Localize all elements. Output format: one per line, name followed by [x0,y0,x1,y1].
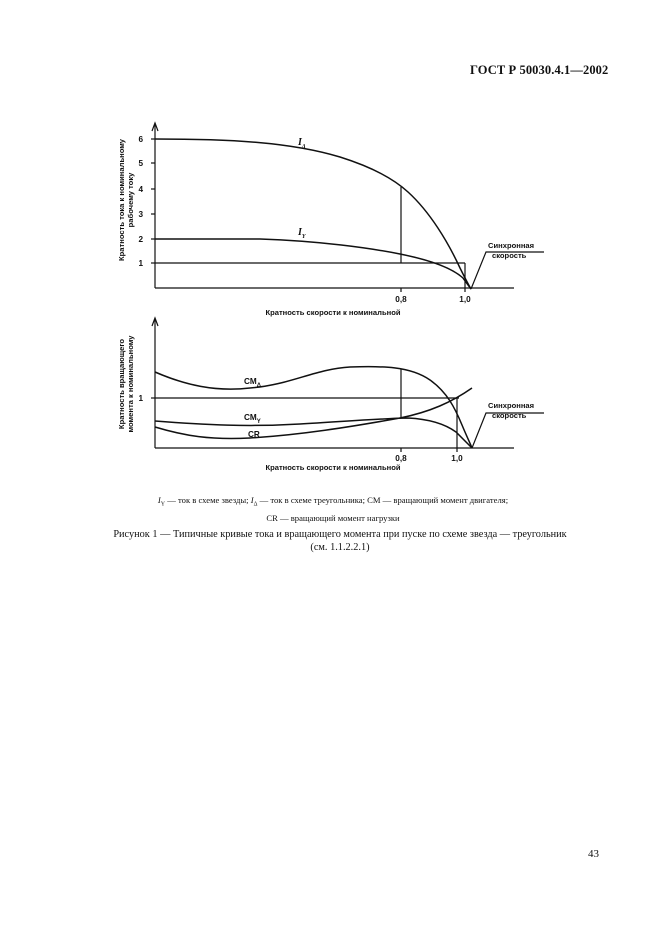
bottom-ytick-label-1: 1 [138,394,143,403]
bottom-sync-label-2: скорость [492,411,527,420]
top-chart [151,123,544,292]
top-x-axis-label: Кратность скорости к номинальной [265,308,401,317]
legend-line2: CR — вращающий момент нагрузки [266,512,400,523]
top-ytick-label-5: 5 [138,159,143,168]
legend-line1: $I_Y$ — ток в схеме звезды; $I_\Delta$ — ток в схеме треугольника; CM — вращающий момент двигателя; [157,495,509,508]
top-xtick-label-10: 1,0 [459,295,471,304]
top-ytick-label-6: 6 [138,135,143,144]
bottom-y-axis-label-line2: момента к номинальному [126,335,135,433]
figure-legend [118,494,548,525]
label-cm-y: $CM_Y$ [244,413,261,425]
top-ytick-label-3: 3 [138,210,143,219]
label-cm-delta: $CM_\Delta$ [244,377,262,389]
curve-cm-delta [155,367,472,448]
label-i-delta: $I_\Delta$ [298,137,306,150]
bottom-sync-label-1: Синхронная [488,401,535,410]
top-xtick-label-08: 0,8 [395,295,407,304]
figure-caption-ref: (см. 1.1.2.2.1) [310,541,370,553]
top-sync-label-1: Синхронная [488,241,535,250]
curve-i-y [155,239,471,289]
figure-caption [70,529,610,554]
top-sync-label-2: скорость [492,251,527,260]
bottom-xtick-label-08: 0,8 [395,454,407,463]
bottom-x-axis-label: Кратность скорости к номинальной [265,463,401,472]
top-y-axis-label-line2: рабочему току [126,172,135,228]
top-ytick-label-4: 4 [138,185,143,194]
top-ytick-label-1: 1 [138,259,143,268]
bottom-chart [151,318,544,452]
curve-i-delta [155,139,471,289]
bottom-y-axis-label-line1: Кратность вращающего [117,338,126,430]
label-cr: CR [248,430,260,439]
top-ytick-label-2: 2 [138,235,143,244]
curve-cr [155,388,472,439]
top-y-axis-label-line1: Кратность тока к номинальному [117,139,126,261]
label-i-y: $I_Y$ [298,227,306,240]
standard-number: ГОСТ Р 50030.4.1—2002 [470,63,609,77]
figure-caption-text: Рисунок 1 — Типичные кривые тока и вращающего момента при пуске по схеме звезда — треугольник [113,529,567,540]
bottom-xtick-label-10: 1,0 [451,454,463,463]
curve-cm-y [155,418,472,448]
page-number: 43 [588,848,599,860]
